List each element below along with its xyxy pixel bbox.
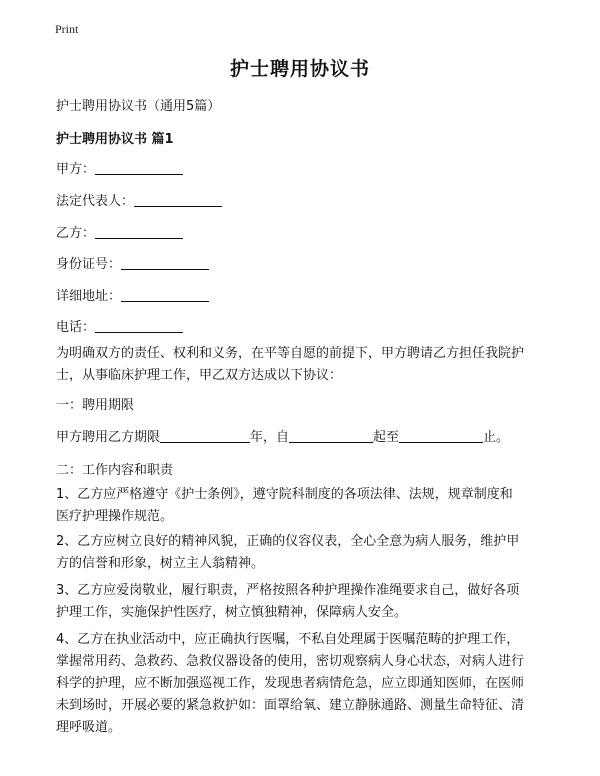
- legal-rep-label: 法定代表人：: [56, 194, 135, 209]
- id-no-blank: [121, 256, 209, 270]
- term-start-blank: [289, 429, 373, 443]
- duty-item-3: [56, 580, 556, 624]
- term-text-2: 年，自: [250, 430, 290, 445]
- duty-line: 理呼吸道。: [56, 720, 122, 735]
- duty-line: 科学的护理，应不断加强巡视工作，发现患者病情危急，应立即通知医师，在医师: [56, 676, 525, 691]
- duty-line: 2、乙方应树立良好的精神风貌，正确的仪容仪表，全心全意为病人服务，维护甲: [56, 534, 520, 549]
- party-b-field: [56, 222, 183, 241]
- party-b-blank: [95, 225, 183, 239]
- term-text-3: 起至: [373, 430, 400, 445]
- document-subtitle: 护士聘用协议书（通用5篇）: [56, 99, 221, 114]
- party-a-label: 甲方：: [56, 162, 96, 177]
- duty-line: 医疗护理操作规范。: [56, 509, 174, 524]
- duty-line: 4、乙方在执业活动中，应正确执行医嘱，不私自处理属于医嘱范畴的护理工作，: [56, 632, 520, 647]
- duty-line: 3、乙方应爱岗敬业，履行职责，严格按照各种护理操作准绳要求自己，做好各项: [56, 583, 520, 598]
- duty-line: 护理工作，实施保护性医疗，树立慎独精神，保障病人安全。: [56, 605, 408, 620]
- duty-line: 1、乙方应严格遵守《护士条例》，遵守院科制度的各项法律、法规，规章制度和: [56, 487, 513, 502]
- phone-label: 电话：: [56, 320, 96, 335]
- term-text-1: 甲方聘用乙方期限: [56, 430, 161, 445]
- term-clause: [56, 426, 509, 445]
- party-a-blank: [95, 161, 183, 175]
- address-field: [56, 285, 209, 304]
- address-blank: [121, 288, 209, 302]
- id-no-field: [56, 253, 209, 272]
- section-1-title: 一：聘用期限: [56, 398, 135, 413]
- id-no-label: 身份证号：: [56, 257, 122, 272]
- duty-item-2: [56, 531, 556, 575]
- duty-item-4: [56, 629, 556, 739]
- term-end-blank: [399, 429, 483, 443]
- intro-line: 士，从事临床护理工作，甲乙双方达成以下协议：: [56, 368, 343, 383]
- duty-item-1: [56, 484, 556, 528]
- term-years-blank: [160, 429, 250, 443]
- party-b-label: 乙方：: [56, 226, 96, 241]
- intro-paragraph: [56, 343, 556, 387]
- document-title: 护士聘用协议书: [229, 58, 370, 80]
- party-a-field: [56, 158, 183, 177]
- phone-blank: [95, 319, 183, 333]
- legal-rep-field: [56, 190, 222, 209]
- duty-line: 掌握常用药、急救药、急救仪器设备的使用，密切观察病人身心状态，对病人进行: [56, 654, 525, 669]
- duty-line: 方的信誉和形象，树立主人翁精神。: [56, 556, 265, 571]
- duty-line: 未到场时，开展必要的紧急救护如：面罩给氧、建立静脉通路、测量生命特征、清: [56, 698, 525, 713]
- section-2-title: 二：工作内容和职责: [56, 463, 174, 478]
- print-link[interactable]: Print: [55, 22, 79, 36]
- intro-line: 为明确双方的责任、权利和义务，在平等自愿的前提下，甲方聘请乙方担任我院护: [56, 346, 525, 361]
- phone-field: [56, 316, 183, 335]
- address-label: 详细地址：: [56, 289, 122, 304]
- legal-rep-blank: [134, 193, 222, 207]
- term-text-4: 止。: [483, 430, 510, 445]
- section-heading: 护士聘用协议书 篇1: [56, 132, 174, 147]
